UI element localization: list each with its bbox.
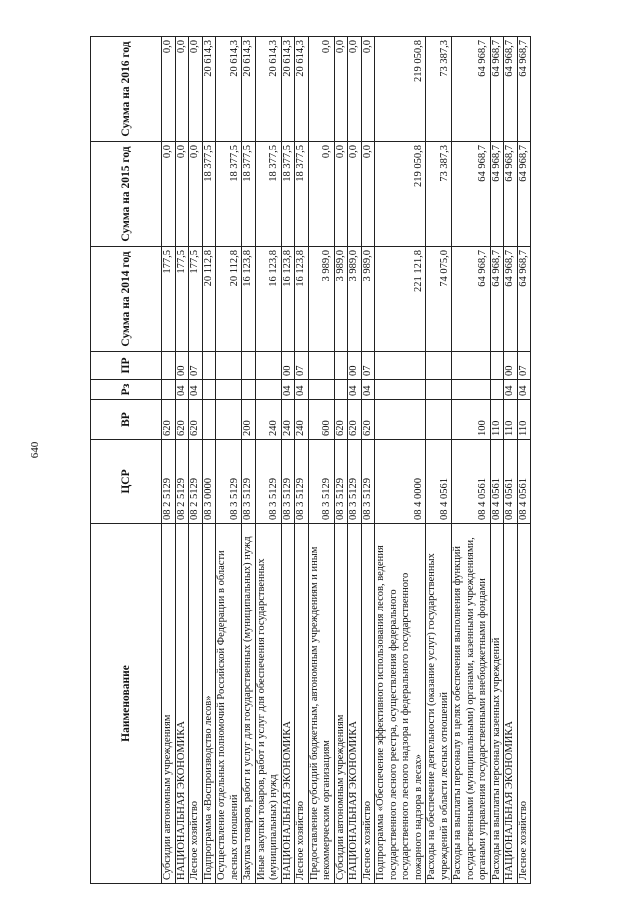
table-row bbox=[202, 37, 216, 884]
cell-pr bbox=[452, 352, 491, 380]
table-row bbox=[281, 37, 295, 884]
cell-csr: 08 2 5129 bbox=[189, 440, 203, 524]
cell-rz bbox=[308, 380, 334, 400]
cell-csr: 08 3 5129 bbox=[216, 440, 242, 524]
cell-sum-2016: 0,0 bbox=[348, 37, 362, 142]
table-row bbox=[490, 37, 504, 884]
cell-sum-2015: 18 377,5 bbox=[255, 142, 281, 247]
cell-sum-2014: 74 075,0 bbox=[426, 247, 452, 352]
cell-rz: 04 bbox=[348, 380, 362, 400]
table-row bbox=[242, 37, 256, 884]
cell-rz bbox=[334, 380, 348, 400]
table-row bbox=[295, 37, 309, 884]
cell-vr: 240 bbox=[255, 400, 281, 440]
budget-table-container bbox=[90, 37, 556, 884]
cell-vr: 620 bbox=[334, 400, 348, 440]
cell-sum-2015: 18 377,5 bbox=[202, 142, 216, 247]
cell-pr: 07 bbox=[361, 352, 375, 380]
cell-name: Расходы на обеспечение деятельности (оказание услуг) государственных учреждений в области лесных отношений bbox=[426, 524, 452, 884]
cell-csr: 08 4 0561 bbox=[517, 440, 531, 524]
cell-sum-2015: 0,0 bbox=[348, 142, 362, 247]
cell-sum-2015: 64 968,7 bbox=[490, 142, 504, 247]
cell-csr: 08 4 0561 bbox=[452, 440, 491, 524]
cell-sum-2015: 18 377,5 bbox=[281, 142, 295, 247]
header-pr: ПР bbox=[91, 352, 162, 380]
cell-csr: 08 3 5129 bbox=[295, 440, 309, 524]
header-sum-2015: Сумма на 2015 год bbox=[91, 142, 162, 247]
cell-vr: 620 bbox=[348, 400, 362, 440]
cell-name: Закупка товаров, работ и услуг для государственных (муниципальных) нужд bbox=[242, 524, 256, 884]
cell-sum-2016: 0,0 bbox=[162, 37, 176, 142]
header-sum-2014: Сумма на 2014 год bbox=[91, 247, 162, 352]
cell-sum-2016: 219 050,8 bbox=[375, 37, 426, 142]
cell-sum-2014: 16 123,8 bbox=[295, 247, 309, 352]
cell-vr bbox=[216, 400, 242, 440]
cell-csr: 08 3 5129 bbox=[334, 440, 348, 524]
table-row bbox=[189, 37, 203, 884]
cell-sum-2016: 64 968,7 bbox=[504, 37, 518, 142]
table-row bbox=[216, 37, 242, 884]
cell-pr bbox=[255, 352, 281, 380]
cell-csr: 08 4 0561 bbox=[490, 440, 504, 524]
table-header-row bbox=[91, 37, 162, 884]
cell-sum-2015: 18 377,5 bbox=[295, 142, 309, 247]
cell-vr: 240 bbox=[295, 400, 309, 440]
cell-vr: 620 bbox=[361, 400, 375, 440]
cell-vr bbox=[375, 400, 426, 440]
cell-vr: 110 bbox=[490, 400, 504, 440]
cell-csr: 08 3 5129 bbox=[348, 440, 362, 524]
header-name: Наименование bbox=[91, 524, 162, 884]
cell-rz bbox=[426, 380, 452, 400]
cell-sum-2014: 177,5 bbox=[189, 247, 203, 352]
cell-csr: 08 2 5129 bbox=[162, 440, 176, 524]
cell-sum-2016: 20 614,3 bbox=[281, 37, 295, 142]
cell-pr bbox=[375, 352, 426, 380]
cell-sum-2014: 64 968,7 bbox=[504, 247, 518, 352]
cell-rz: 04 bbox=[295, 380, 309, 400]
cell-pr: 07 bbox=[189, 352, 203, 380]
cell-vr: 600 bbox=[308, 400, 334, 440]
cell-vr: 200 bbox=[242, 400, 256, 440]
cell-name: НАЦИОНАЛЬНАЯ ЭКОНОМИКА bbox=[504, 524, 518, 884]
cell-name: Лесное хозяйство bbox=[295, 524, 309, 884]
cell-sum-2016: 73 387,3 bbox=[426, 37, 452, 142]
cell-pr: 07 bbox=[517, 352, 531, 380]
cell-csr: 08 3 5129 bbox=[361, 440, 375, 524]
cell-vr: 620 bbox=[189, 400, 203, 440]
table-row bbox=[426, 37, 452, 884]
cell-name: Субсидии автономным учреждениям bbox=[162, 524, 176, 884]
cell-pr bbox=[308, 352, 334, 380]
cell-pr bbox=[202, 352, 216, 380]
cell-sum-2014: 177,5 bbox=[175, 247, 189, 352]
table-row bbox=[452, 37, 491, 884]
cell-rz bbox=[255, 380, 281, 400]
cell-rz: 04 bbox=[361, 380, 375, 400]
cell-vr bbox=[426, 400, 452, 440]
cell-name: НАЦИОНАЛЬНАЯ ЭКОНОМИКА bbox=[281, 524, 295, 884]
cell-sum-2014: 3 989,0 bbox=[361, 247, 375, 352]
cell-csr: 08 3 5129 bbox=[308, 440, 334, 524]
cell-sum-2016: 64 968,7 bbox=[452, 37, 491, 142]
cell-sum-2014: 20 112,8 bbox=[202, 247, 216, 352]
cell-sum-2016: 0,0 bbox=[334, 37, 348, 142]
cell-sum-2015: 0,0 bbox=[361, 142, 375, 247]
cell-rz: 04 bbox=[281, 380, 295, 400]
cell-rz bbox=[216, 380, 242, 400]
cell-sum-2014: 20 112,8 bbox=[216, 247, 242, 352]
cell-vr: 620 bbox=[162, 400, 176, 440]
cell-name: Осуществление отдельных полномочий Российской Федерации в области лесных отношений bbox=[216, 524, 242, 884]
cell-sum-2014: 64 968,7 bbox=[490, 247, 504, 352]
cell-csr: 08 4 0000 bbox=[375, 440, 426, 524]
cell-sum-2016: 20 614,3 bbox=[216, 37, 242, 142]
cell-csr: 08 3 5129 bbox=[242, 440, 256, 524]
cell-vr bbox=[202, 400, 216, 440]
cell-csr: 08 3 0000 bbox=[202, 440, 216, 524]
cell-pr: 07 bbox=[295, 352, 309, 380]
table-row bbox=[162, 37, 176, 884]
cell-pr: 00 bbox=[504, 352, 518, 380]
cell-sum-2014: 3 989,0 bbox=[334, 247, 348, 352]
cell-name: Иные закупки товаров, работ и услуг для обеспечения государственных (муниципальных) нужд bbox=[255, 524, 281, 884]
cell-name: НАЦИОНАЛЬНАЯ ЭКОНОМИКА bbox=[348, 524, 362, 884]
cell-vr: 240 bbox=[281, 400, 295, 440]
cell-sum-2015: 18 377,5 bbox=[242, 142, 256, 247]
cell-rz: 04 bbox=[189, 380, 203, 400]
cell-sum-2016: 20 614,3 bbox=[295, 37, 309, 142]
cell-sum-2014: 3 989,0 bbox=[308, 247, 334, 352]
table-body bbox=[162, 37, 531, 884]
cell-pr bbox=[242, 352, 256, 380]
cell-csr: 08 3 5129 bbox=[281, 440, 295, 524]
table-row bbox=[334, 37, 348, 884]
cell-csr: 08 4 0561 bbox=[504, 440, 518, 524]
cell-sum-2014: 16 123,8 bbox=[255, 247, 281, 352]
cell-pr: 00 bbox=[348, 352, 362, 380]
cell-sum-2015: 0,0 bbox=[162, 142, 176, 247]
table-row bbox=[255, 37, 281, 884]
header-sum-2016: Сумма на 2016 год bbox=[91, 37, 162, 142]
cell-vr: 110 bbox=[517, 400, 531, 440]
cell-name: Предоставление субсидий бюджетным, автономным учреждениям и иным некоммерческим организациям bbox=[308, 524, 334, 884]
cell-sum-2016: 64 968,7 bbox=[517, 37, 531, 142]
cell-sum-2016: 20 614,3 bbox=[242, 37, 256, 142]
table-row bbox=[504, 37, 518, 884]
cell-rz bbox=[452, 380, 491, 400]
table-row bbox=[308, 37, 334, 884]
header-csr: ЦСР bbox=[91, 440, 162, 524]
cell-sum-2016: 0,0 bbox=[308, 37, 334, 142]
cell-sum-2015: 73 387,3 bbox=[426, 142, 452, 247]
cell-vr: 100 bbox=[452, 400, 491, 440]
cell-pr bbox=[426, 352, 452, 380]
cell-sum-2014: 64 968,7 bbox=[452, 247, 491, 352]
cell-sum-2015: 219 050,8 bbox=[375, 142, 426, 247]
cell-csr: 08 3 5129 bbox=[255, 440, 281, 524]
cell-csr: 08 2 5129 bbox=[175, 440, 189, 524]
cell-rz: 04 bbox=[175, 380, 189, 400]
budget-table bbox=[90, 36, 531, 884]
cell-sum-2014: 64 968,7 bbox=[517, 247, 531, 352]
cell-name: Лесное хозяйство bbox=[189, 524, 203, 884]
cell-sum-2015: 0,0 bbox=[334, 142, 348, 247]
cell-sum-2016: 0,0 bbox=[361, 37, 375, 142]
table-row bbox=[348, 37, 362, 884]
cell-sum-2015: 0,0 bbox=[308, 142, 334, 247]
page-number: 640 bbox=[29, 441, 41, 459]
cell-vr: 110 bbox=[504, 400, 518, 440]
table-row bbox=[517, 37, 531, 884]
cell-sum-2016: 20 614,3 bbox=[202, 37, 216, 142]
cell-pr bbox=[162, 352, 176, 380]
table-row bbox=[175, 37, 189, 884]
cell-pr: 00 bbox=[281, 352, 295, 380]
cell-sum-2016: 0,0 bbox=[175, 37, 189, 142]
cell-rz bbox=[202, 380, 216, 400]
cell-sum-2015: 18 377,5 bbox=[216, 142, 242, 247]
header-rz: Рз bbox=[91, 380, 162, 400]
cell-rz: 04 bbox=[517, 380, 531, 400]
cell-sum-2016: 64 968,7 bbox=[490, 37, 504, 142]
cell-sum-2014: 16 123,8 bbox=[242, 247, 256, 352]
cell-rz bbox=[490, 380, 504, 400]
table-row bbox=[361, 37, 375, 884]
cell-pr: 00 bbox=[175, 352, 189, 380]
cell-sum-2015: 0,0 bbox=[189, 142, 203, 247]
cell-sum-2016: 20 614,3 bbox=[255, 37, 281, 142]
cell-name: Расходы на выплаты персоналу казенных учреждений bbox=[490, 524, 504, 884]
cell-sum-2014: 221 121,8 bbox=[375, 247, 426, 352]
header-vr: ВР bbox=[91, 400, 162, 440]
cell-rz bbox=[242, 380, 256, 400]
cell-sum-2015: 64 968,7 bbox=[504, 142, 518, 247]
cell-pr bbox=[334, 352, 348, 380]
cell-sum-2015: 64 968,7 bbox=[517, 142, 531, 247]
cell-name: Подпрограмма «Воспроизводство лесов» bbox=[202, 524, 216, 884]
cell-sum-2014: 16 123,8 bbox=[281, 247, 295, 352]
cell-pr bbox=[216, 352, 242, 380]
table-row bbox=[375, 37, 426, 884]
cell-vr: 620 bbox=[175, 400, 189, 440]
cell-name: Лесное хозяйство bbox=[517, 524, 531, 884]
cell-csr: 08 4 0561 bbox=[426, 440, 452, 524]
cell-name: Подпрограмма «Обеспечение эффективного использования лесов, ведения государственного лесного реестра, осуществления федерального государственного лесного надзора и федерального государственного пожарного надзора в лесах» bbox=[375, 524, 426, 884]
cell-name: Расходы на выплаты персоналу в целях обеспечения выполнения функций государственными (муниципальными) органами, казенными учреждениями, органами управления государственными внебюджетными фондами bbox=[452, 524, 491, 884]
cell-sum-2014: 3 989,0 bbox=[348, 247, 362, 352]
cell-sum-2016: 0,0 bbox=[189, 37, 203, 142]
cell-rz bbox=[375, 380, 426, 400]
cell-name: Лесное хозяйство bbox=[361, 524, 375, 884]
cell-rz: 04 bbox=[504, 380, 518, 400]
cell-sum-2014: 177,5 bbox=[162, 247, 176, 352]
cell-sum-2015: 0,0 bbox=[175, 142, 189, 247]
cell-name: Субсидии автономным учреждениям bbox=[334, 524, 348, 884]
cell-sum-2015: 64 968,7 bbox=[452, 142, 491, 247]
rotated-page-area bbox=[90, 37, 556, 884]
cell-rz bbox=[162, 380, 176, 400]
cell-pr bbox=[490, 352, 504, 380]
cell-name: НАЦИОНАЛЬНАЯ ЭКОНОМИКА bbox=[175, 524, 189, 884]
